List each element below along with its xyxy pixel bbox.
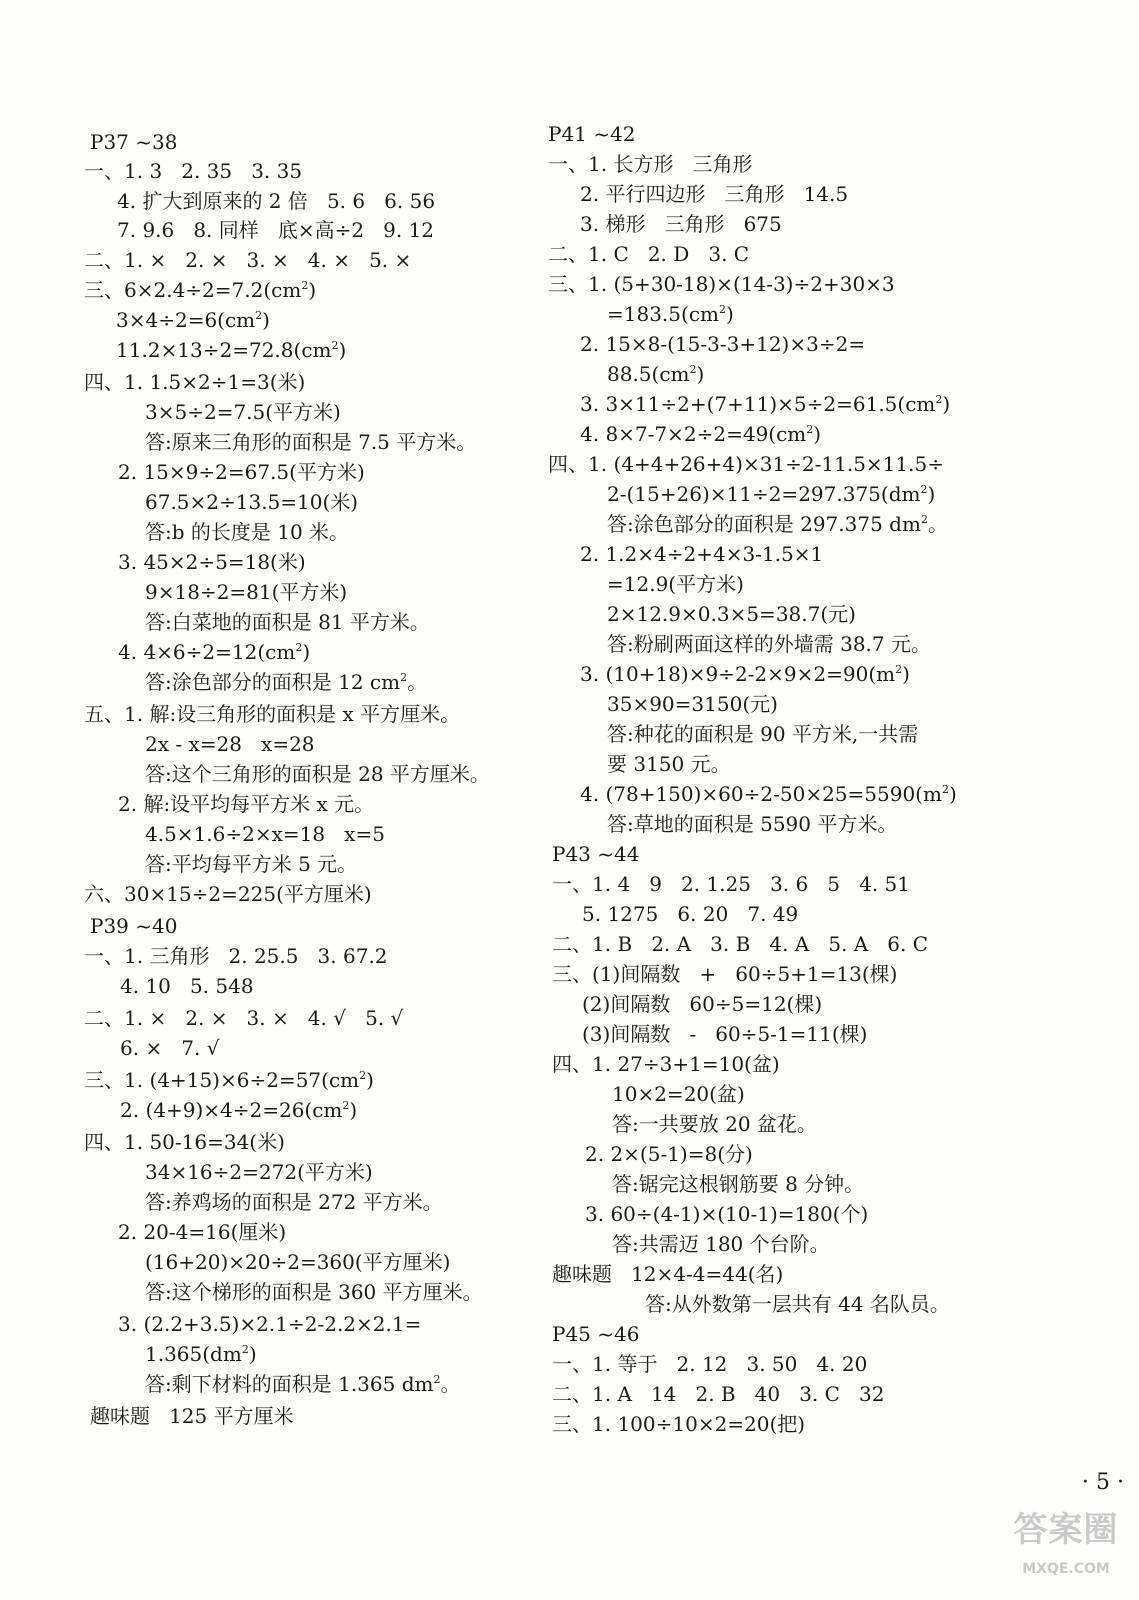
answer-line: 四、1. 1.5×2÷1=3(米) [84,370,306,394]
answer-line: 一、1. 长方形 三角形 [548,152,753,176]
answer-line: 4. $(78+150)\times 60\div 2-50\times 25=5590(m^2)$ [580,782,957,806]
answer-line: 2. 15×8-(15-3-3+12)×3÷2= [580,332,866,356]
answer-line: 答:白菜地的面积是 81 平方米。 [145,610,430,634]
answer-line: $88.5(cm^2)$ [607,362,705,386]
answer-line: 三、1. $(4+15)\times 6\div 2=57(cm^2)$ [84,1068,374,1092]
answer-line: 答:这个三角形的面积是 28 平方厘米。 [145,762,490,786]
answer-line: 二、1. C 2. D 3. C [548,242,750,266]
answer-line: 答:平均每平方米 5 元。 [145,852,358,876]
answer-line: 一、1. 三角形 2. 25.5 3. 67.2 [84,944,388,968]
answer-line: $2-(15+26)\times 11\div 2=297.375(dm^2)$ [607,482,936,506]
answer-line: 五、1. 解:设三角形的面积是 x 平方厘米。 [84,702,461,726]
answer-line: 二、1. A 14 2. B 40 3. C 32 [552,1382,885,1406]
answer-line: P43 ~44 [552,842,640,866]
answer-line: P45 ~46 [552,1322,640,1346]
answer-line: 答:涂色部分的面积是 297.375 $dm^2$。 [607,512,948,536]
answer-line: 四、1. 27÷3+1=10(盆) [552,1052,780,1076]
answer-line: 2. 平行四边形 三角形 14.5 [580,182,849,206]
answer-line: 三、1. (5+30-18)×(14-3)÷2+30×3 [548,272,895,296]
answer-line: 三、(1)间隔数 + 60÷5+1=13(棵) [552,962,898,986]
answer-line: 2. 2×(5-1)=8(分) [585,1142,753,1166]
watermark-url: MXQE.COM [1022,1561,1110,1577]
answer-line: 3. 45×2÷5=18(米) [118,550,306,574]
answer-line: 10×2=20(盆) [612,1082,745,1106]
answer-line: P37 ~38 [90,130,178,154]
answer-line: $3\times 4\div 2=6(cm^2)$ [116,308,270,332]
answer-line: 答:粉刷两面这样的外墙需 38.7 元。 [607,632,931,656]
answer-line: 2x - x=28 x=28 [145,732,315,756]
answer-line: 二、1. B 2. A 3. B 4. A 5. A 6. C [552,932,929,956]
answer-line: (16+20)×20÷2=360(平方厘米) [145,1250,451,1274]
answer-line: 答:养鸡场的面积是 272 平方米。 [145,1190,443,1214]
answer-line: 4. $4\times 6\div 2=12(cm^2)$ [118,640,311,664]
answer-line: 2×12.9×0.3×5=38.7(元) [607,602,856,626]
answer-line: $1.365(dm^2)$ [145,1342,257,1366]
answer-line: 5. 1275 6. 20 7. 49 [582,902,799,926]
page-number: · 5 · [1082,1470,1124,1495]
answer-line: 答:从外数第一层共有 44 名队员。 [645,1292,950,1316]
answer-line: 答:涂色部分的面积是 12 $cm^2$。 [145,670,428,694]
answer-line: 4.5×1.6÷2×x=18 x=5 [145,822,385,846]
answer-line: 2. 解:设平均每平方米 x 元。 [118,792,375,816]
answer-line: 三、$6\times 2.4\div 2=7.2(cm^2)$ [84,278,317,302]
answer-line: (3)间隔数 - 60÷5-1=11(棵) [582,1022,868,1046]
answer-line: 3. 60÷(4-1)×(10-1)=180(个) [585,1202,869,1226]
answer-line: P39 ~40 [90,914,178,938]
answer-line: 三、1. 100÷10×2=20(把) [552,1412,806,1436]
answer-line: 二、1. × 2. × 3. × 4. × 5. × [84,248,412,272]
answer-line: 34×16÷2=272(平方米) [145,1160,373,1184]
answer-line: 3. $(10+18)\times 9\div 2-2\times 9\times 2=90(m^2)$ [580,662,910,686]
answer-line: 四、1. (4+4+26+4)×31÷2-11.5×11.5÷ [548,452,944,476]
answer-line: 要 3150 元。 [607,752,731,776]
answer-line: 67.5×2÷13.5=10(米) [145,490,359,514]
answer-line: 答:草地的面积是 5590 平方米。 [607,812,898,836]
answer-line: 35×90=3150(元) [607,692,778,716]
answer-line: 2. $(4+9)\times 4\div 2=26(cm^2)$ [120,1098,358,1122]
answer-line: 答:一共要放 20 盆花。 [612,1112,817,1136]
answer-line: 2. 20-4=16(厘米) [118,1220,287,1244]
answer-line: 2. 1.2×4÷2+4×3-1.5×1 [580,542,824,566]
answer-line: 一、1. 4 9 2. 1.25 3. 6 5 4. 51 [552,872,910,896]
answer-line: 一、1. 等于 2. 12 3. 50 4. 20 [552,1352,868,1376]
answer-line: 9×18÷2=81(平方米) [145,580,348,604]
answer-line: 7. 9.6 8. 同样 底×高÷2 9. 12 [117,218,435,242]
answer-line: 答:这个梯形的面积是 360 平方厘米。 [145,1280,483,1304]
answer-line: 4. 10 5. 548 [120,974,254,998]
answer-line: =12.9(平方米) [607,572,744,596]
watermark-logo: 答案圈 [1013,1510,1119,1550]
answer-line: 六、30×15÷2=225(平方厘米) [84,882,372,906]
answer-line: 3×5÷2=7.5(平方米) [145,400,341,424]
answer-line: 答:共需迈 180 个台阶。 [612,1232,830,1256]
answer-line: 3. $3\times 11\div 2+(7+11)\times 5\div 2=61.5(cm^2)$ [580,392,951,416]
answer-line: 趣味题 125 平方厘米 [90,1404,294,1428]
answer-line: 4. 扩大到原来的 2 倍 5. 6 6. 56 [117,189,436,213]
answer-line: 答:锯完这根钢筋要 8 分钟。 [612,1172,865,1196]
answer-line: 答:b 的长度是 10 米。 [145,520,350,544]
answer-line: 趣味题 12×4-4=44(名) [552,1262,784,1286]
answer-line: 6. × 7. √ [120,1036,220,1060]
answer-line: 四、1. 50-16=34(米) [84,1130,285,1154]
answer-line: 2. 15×9÷2=67.5(平方米) [118,460,365,484]
answer-line: 答:种花的面积是 90 平方米,一共需 [607,722,919,746]
answer-line: $=183.5(cm^2)$ [607,302,734,326]
answer-line: 4. $8\times 7-7\times 2\div 2=49(cm^2)$ [580,422,822,446]
watermark [1000,1502,1132,1594]
answer-line: 3. (2.2+3.5)×2.1÷2-2.2×2.1= [118,1312,422,1336]
answer-line: 3. 梯形 三角形 675 [580,212,782,236]
answer-line: $11.2\times 13\div 2=72.8(cm^2)$ [116,338,347,362]
answer-line: 答:剩下材料的面积是 1.365 $dm^2$。 [145,1372,461,1396]
answer-line: 答:原来三角形的面积是 7.5 平方米。 [145,430,477,454]
answer-line: 一、1. 3 2. 35 3. 35 [84,159,303,183]
answer-line: (2)间隔数 60÷5=12(棵) [582,992,823,1016]
answer-line: 二、1. × 2. × 3. × 4. √ 5. √ [84,1006,404,1030]
answer-line: P41 ~42 [548,122,636,146]
